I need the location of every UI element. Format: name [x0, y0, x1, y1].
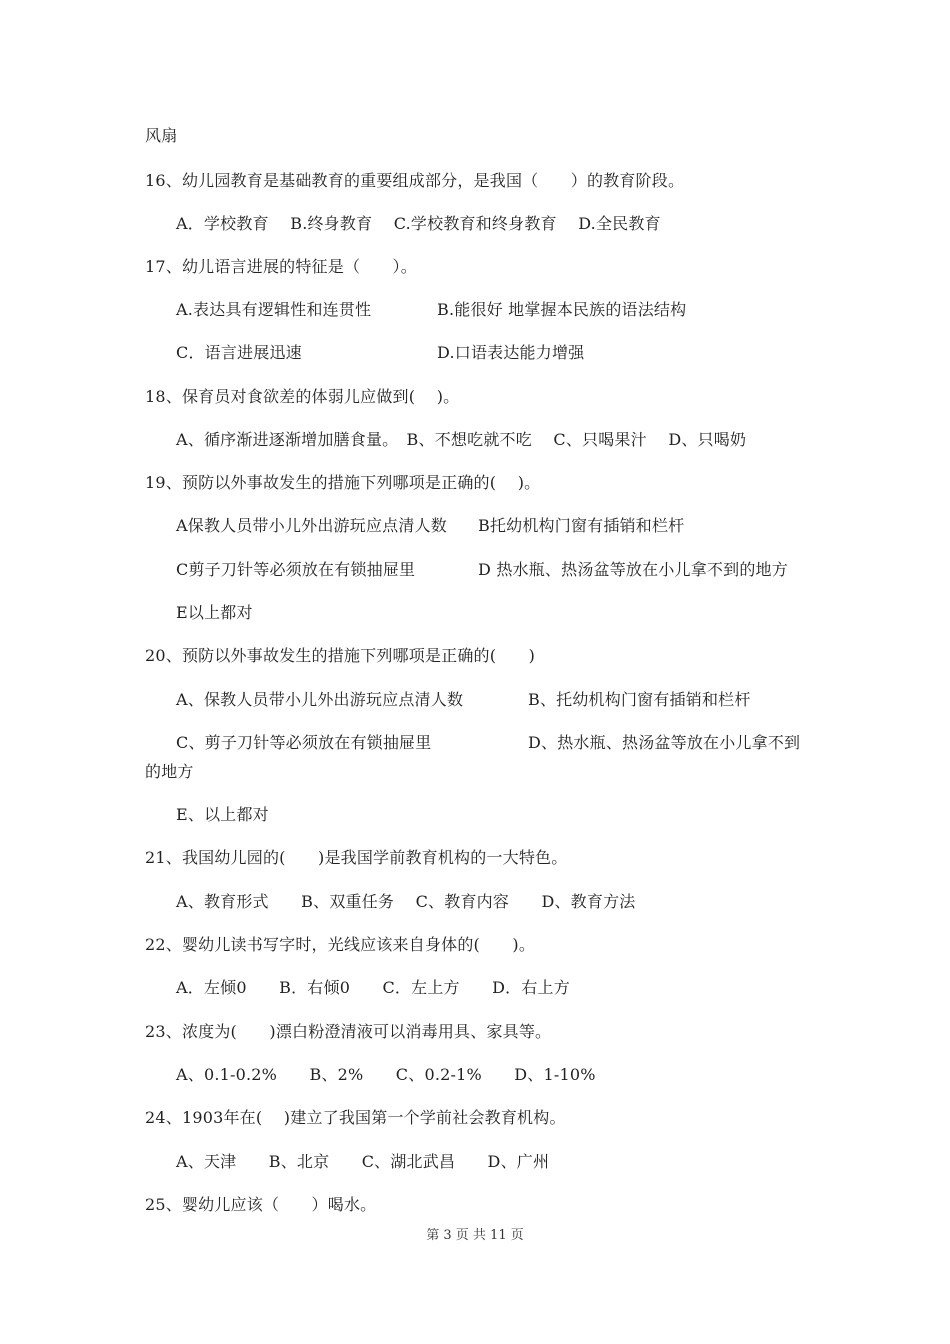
question-18: 18、保育员对食欲差的体弱儿应做到( )。: [145, 387, 460, 406]
question-19-option-e: E以上都对: [176, 603, 253, 622]
question-25: 25、婴幼儿应该（ ）喝水。: [145, 1195, 377, 1214]
question-19-option-b: B托幼机构门窗有插销和栏杆: [478, 516, 685, 535]
question-24-options: A、天津 B、北京 C、湖北武昌 D、广州: [176, 1152, 550, 1171]
question-22-options: A．左倾0 B．右倾0 C．左上方 D．右上方: [176, 978, 570, 997]
question-19: 19、预防以外事故发生的措施下列哪项是正确的( )。: [145, 473, 541, 492]
question-23: 23、浓度为( )漂白粉澄清液可以消毒用具、家具等。: [145, 1022, 552, 1041]
question-17-option-d: D.口语表达能力增强: [437, 343, 585, 362]
question-16: 16、幼儿园教育是基础教育的重要组成部分，是我国（ ）的教育阶段。: [145, 171, 685, 190]
question-20-option-c: C、剪子刀针等必须放在有锁抽屉里: [176, 733, 432, 752]
question-20: 20、预防以外事故发生的措施下列哪项是正确的( ): [145, 646, 536, 665]
question-16-options: A．学校教育 B.终身教育 C.学校教育和终身教育 D.全民教育: [176, 214, 661, 233]
page-number-footer: 第 3 页 共 11 页: [426, 1228, 524, 1243]
question-20-option-b: B、托幼机构门窗有插销和栏杆: [528, 690, 751, 709]
continuation-text: 风扇: [145, 126, 178, 145]
question-20-option-a: A、保教人员带小儿外出游玩应点清人数: [176, 690, 464, 709]
question-20-option-d-continued: 的地方: [145, 762, 194, 781]
question-17-option-b: B.能很好 地掌握本民族的语法结构: [437, 300, 687, 319]
question-19-option-c: C剪子刀针等必须放在有锁抽屉里: [176, 560, 416, 579]
question-21-options: A、教育形式 B、双重任务 C、教育内容 D、教育方法: [176, 892, 636, 911]
question-17: 17、幼儿语言进展的特征是（ ）。: [145, 257, 417, 276]
question-22: 22、婴幼儿读书写字时，光线应该来自身体的( )。: [145, 935, 536, 954]
question-20-option-d: D、热水瓶、热汤盆等放在小儿拿不到: [528, 733, 801, 752]
question-21: 21、我国幼儿园的( )是我国学前教育机构的一大特色。: [145, 848, 568, 867]
question-19-option-d: D 热水瓶、热汤盆等放在小儿拿不到的地方: [478, 560, 788, 579]
question-17-option-a: A.表达具有逻辑性和连贯性: [176, 300, 372, 319]
question-23-options: A、0.1-0.2% B、2% C、0.2-1% D、1-10%: [176, 1065, 596, 1084]
question-24: 24、1903年在( )建立了我国第一个学前社会教育机构。: [145, 1108, 566, 1127]
question-19-option-a: A保教人员带小儿外出游玩应点清人数: [176, 516, 447, 535]
question-20-option-e: E、以上都对: [176, 805, 269, 824]
question-18-options: A、循序渐进逐渐增加膳食量。 B、不想吃就不吃 C、只喝果汁 D、只喝奶: [176, 430, 747, 449]
question-17-option-c: C．语言进展迅速: [176, 343, 302, 362]
